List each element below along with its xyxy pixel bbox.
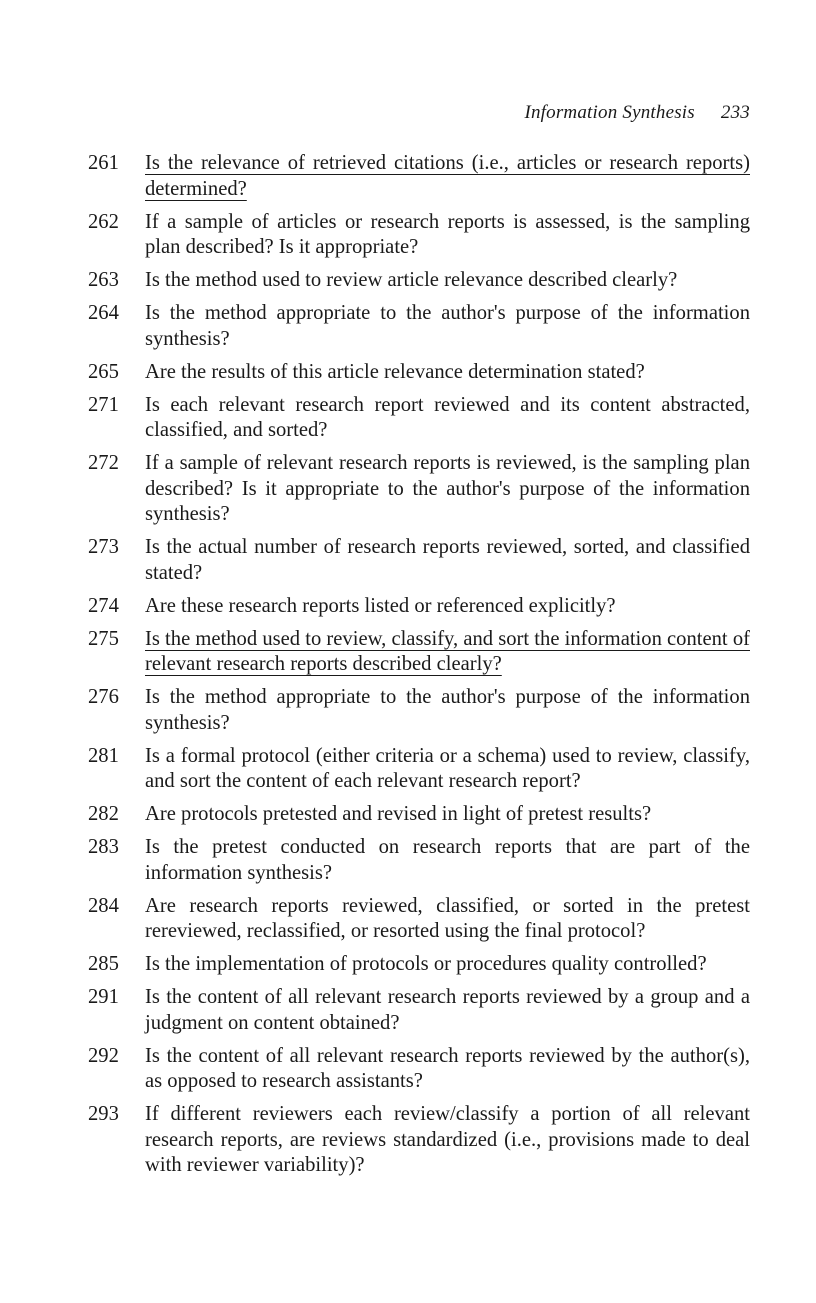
item-number: 265 xyxy=(88,360,119,383)
item-number: 273 xyxy=(88,536,119,558)
item-number: 274 xyxy=(88,594,119,617)
item-text: Are protocols pretested and revised in light of pretest results? xyxy=(145,803,652,825)
item-text: Is the implementation of protocols or procedures quality controlled? xyxy=(145,953,707,975)
item-text: Is the pretest conducted on research reports that are part of the information synthesis? xyxy=(145,836,750,884)
list-item xyxy=(88,594,750,620)
item-number: 275 xyxy=(88,627,119,650)
item-text: Is the content of all relevant research reports reviewed by the author(s), as opposed to research assistants? xyxy=(145,1044,750,1092)
list-item xyxy=(88,210,750,261)
item-number: 282 xyxy=(88,803,119,825)
item-number: 271 xyxy=(88,393,119,416)
list-item xyxy=(88,451,750,528)
page-number: 233 xyxy=(720,102,750,123)
list-item xyxy=(88,627,750,678)
list-item xyxy=(88,685,750,736)
item-text: Is the method used to review, classify, and sort the information content of relevant research reports described clearly? xyxy=(145,627,750,675)
item-number: 262 xyxy=(88,210,119,233)
item-number: 263 xyxy=(88,269,119,291)
list-item xyxy=(88,1102,750,1179)
item-number: 291 xyxy=(88,986,119,1008)
checklist xyxy=(88,151,750,1186)
item-text: Is a formal protocol (either criteria or a schema) used to review, classify, and sort the content of each relevant research report? xyxy=(145,744,750,792)
item-number: 284 xyxy=(88,894,119,917)
list-item xyxy=(88,894,750,945)
item-number: 281 xyxy=(88,744,119,767)
item-number: 292 xyxy=(88,1044,119,1067)
item-number: 264 xyxy=(88,302,119,324)
item-text: Is each relevant research report reviewed and its content abstracted, classified, and sorted? xyxy=(145,393,750,441)
list-item xyxy=(88,802,750,828)
list-item xyxy=(88,952,750,978)
list-item xyxy=(88,360,750,386)
item-text: If a sample of relevant research reports is reviewed, is the sampling plan described? Is it appropriate to the author's purpose of the information synthesis? xyxy=(145,452,750,525)
item-number: 283 xyxy=(88,836,119,858)
list-item xyxy=(88,535,750,586)
running-head-title: Information Synthesis xyxy=(524,102,695,123)
list-item xyxy=(88,1044,750,1095)
list-item xyxy=(88,268,750,294)
item-text: Is the method appropriate to the author's purpose of the information synthesis? xyxy=(145,686,750,734)
list-item xyxy=(88,985,750,1036)
item-text: Is the relevance of retrieved citations (i.e., articles or research reports) determined? xyxy=(145,152,750,200)
list-item xyxy=(88,393,750,444)
item-text: Are the results of this article relevance determination stated? xyxy=(145,360,645,383)
item-text: If a sample of articles or research reports is assessed, is the sampling plan described? Is it appropriate? xyxy=(145,210,750,258)
list-item xyxy=(88,744,750,795)
list-item xyxy=(88,151,750,202)
running-head xyxy=(524,102,750,124)
item-text: Are research reports reviewed, classified, or sorted in the pretest rereviewed, reclassified, or resorted using the final protocol? xyxy=(145,894,750,942)
item-number: 276 xyxy=(88,686,119,708)
item-number: 293 xyxy=(88,1103,119,1125)
item-text: Are these research reports listed or referenced explicitly? xyxy=(145,594,616,617)
item-text: If different reviewers each review/classify a portion of all relevant research reports, are reviews standardized (i.e., provisions made to deal with reviewer variability)? xyxy=(145,1103,750,1176)
list-item xyxy=(88,301,750,352)
item-number: 272 xyxy=(88,452,119,474)
item-text: Is the actual number of research reports reviewed, sorted, and classified stated? xyxy=(145,536,750,584)
item-text: Is the method used to review article relevance described clearly? xyxy=(145,269,678,291)
item-number: 285 xyxy=(88,953,119,975)
item-text: Is the content of all relevant research reports reviewed by a group and a judgment on content obtained? xyxy=(145,986,750,1034)
list-item xyxy=(88,835,750,886)
item-text: Is the method appropriate to the author's purpose of the information synthesis? xyxy=(145,302,750,350)
item-number: 261 xyxy=(88,152,119,174)
